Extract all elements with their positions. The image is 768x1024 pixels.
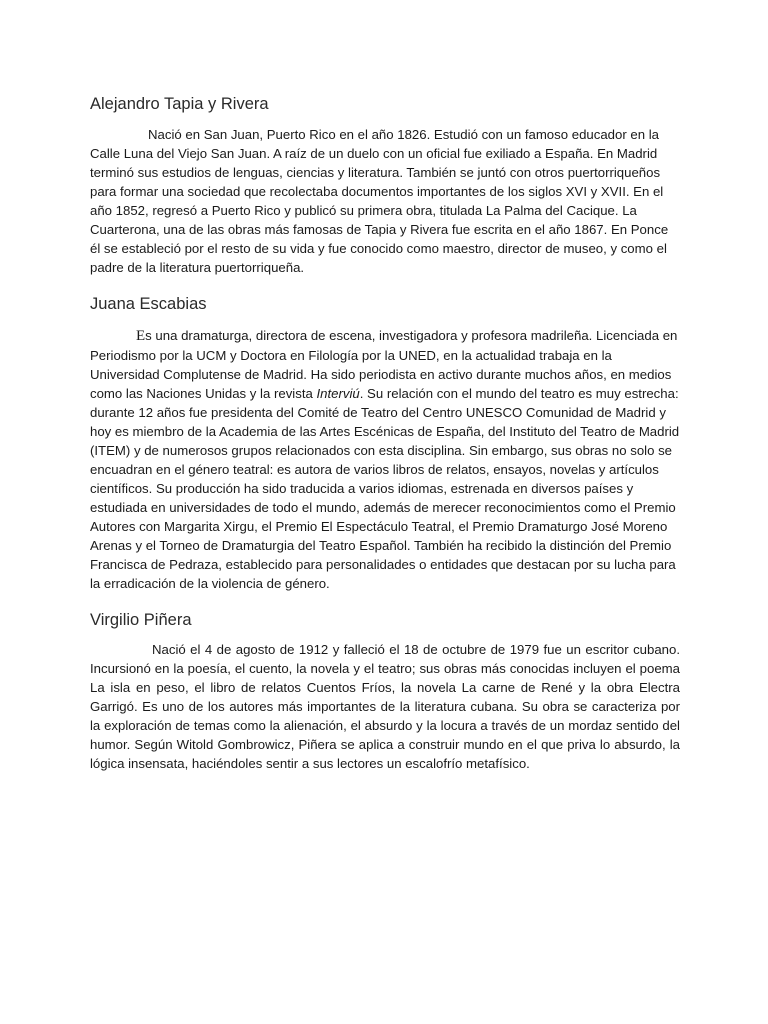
- section-body-escabias: [90, 326, 680, 593]
- section-body-tapia-text: Nació en San Juan, Puerto Rico en el año 1826. Estudió con un famoso educador en la Calle Luna del Viejo San Juan. A raíz de un duelo con un oficial fue exiliado a España. En Madrid terminó sus estudios de lenguas, ciencias y literatura. También se juntó con otros puertorriqueños para formar una sociedad que recolectaba documentos importantes de los siglos XVI y XVII. En el año 1852, regresó a Puerto Rico y publicó su primera obra, titulada La Palma del Cacique. La Cuarterona, una de las obras más famosas de Tapia y Rivera fue escrita en el año 1867. En Ponce él se estableció por el resto de su vida y fue conocido como maestro, director de museo, y como el padre de la literatura puertorriqueña.: [90, 127, 669, 275]
- section-body-tapia: [90, 125, 680, 277]
- section-heading-tapia: Alejandro Tapia y Rivera: [90, 95, 269, 113]
- section-body-escabias-first-letter: E: [136, 328, 146, 344]
- section-body-pinera: [90, 640, 680, 773]
- section-body-pinera-text: Nació el 4 de agosto de 1912 y falleció el 18 de octubre de 1979 fue un escritor cubano. Incursionó en la poesía, el cuento, la novela y el teatro; sus obras más conocidas incluyen el poema La isla en peso, el libro de relatos Cuentos Fríos, la novela La carne de René y la obra Electra Garrigó. Es uno de los autores más importantes de la literatura cubana. Su obra se caracteriza por la exploración de temas como la alienación, el absurdo y la locura a través de un mordaz sentido del humor. Según Witold Gombrowicz, Piñera se aplica a construir mundo en el que priva lo absurdo, la lógica insensata, haciéndoles sentir a sus lectores un escalofrío metafísico.: [90, 642, 680, 771]
- section-body-escabias-text-1: s una dramaturga, directora de escena, investigadora y profesora madrileña. Licenciada en Periodismo por la UCM y Doctora en Filología por la UNED, en la actualidad trabaja en la Universidad Complutense de Madrid. Ha sido periodista en activo durante muchos años, en medios como las Naciones Unidas y la revista: [90, 328, 678, 401]
- section-heading-pinera: Virgilio Piñera: [90, 611, 192, 629]
- document-page: [90, 92, 680, 773]
- section-heading-escabias: Juana Escabias: [90, 295, 207, 313]
- section-body-escabias-text-2: . Su relación con el mundo del teatro es muy estrecha: durante 12 años fue presidenta del Comité de Teatro del Centro UNESCO Comunidad de Madrid y hoy es miembro de la Academia de las Artes Escénicas de España, del Instituto del Teatro de Madrid (ITEM) y de numerosos grupos relacionados con esta disciplina. Sin embargo, sus obras no solo se encuadran en el género teatral: es autora de varios libros de relatos, ensayos, novelas y artículos científicos. Su producción ha sido traducida a varios idiomas, estrenada en diversos países y estudiada en universidades de todo el mundo, además de merecer reconocimientos como el Premio Autores con Margarita Xirgu, el Premio El Espectáculo Teatral, el Premio Dramaturgo José Moreno Arenas y el Torneo de Dramaturgia del Teatro Español. También ha recibido la distinción del Premio Francisca de Pedraza, establecido para personalidades o entidades que destacan por su lucha para la erradicación de la violencia de género.: [90, 386, 680, 591]
- section-body-escabias-italic: Interviú: [316, 386, 360, 401]
